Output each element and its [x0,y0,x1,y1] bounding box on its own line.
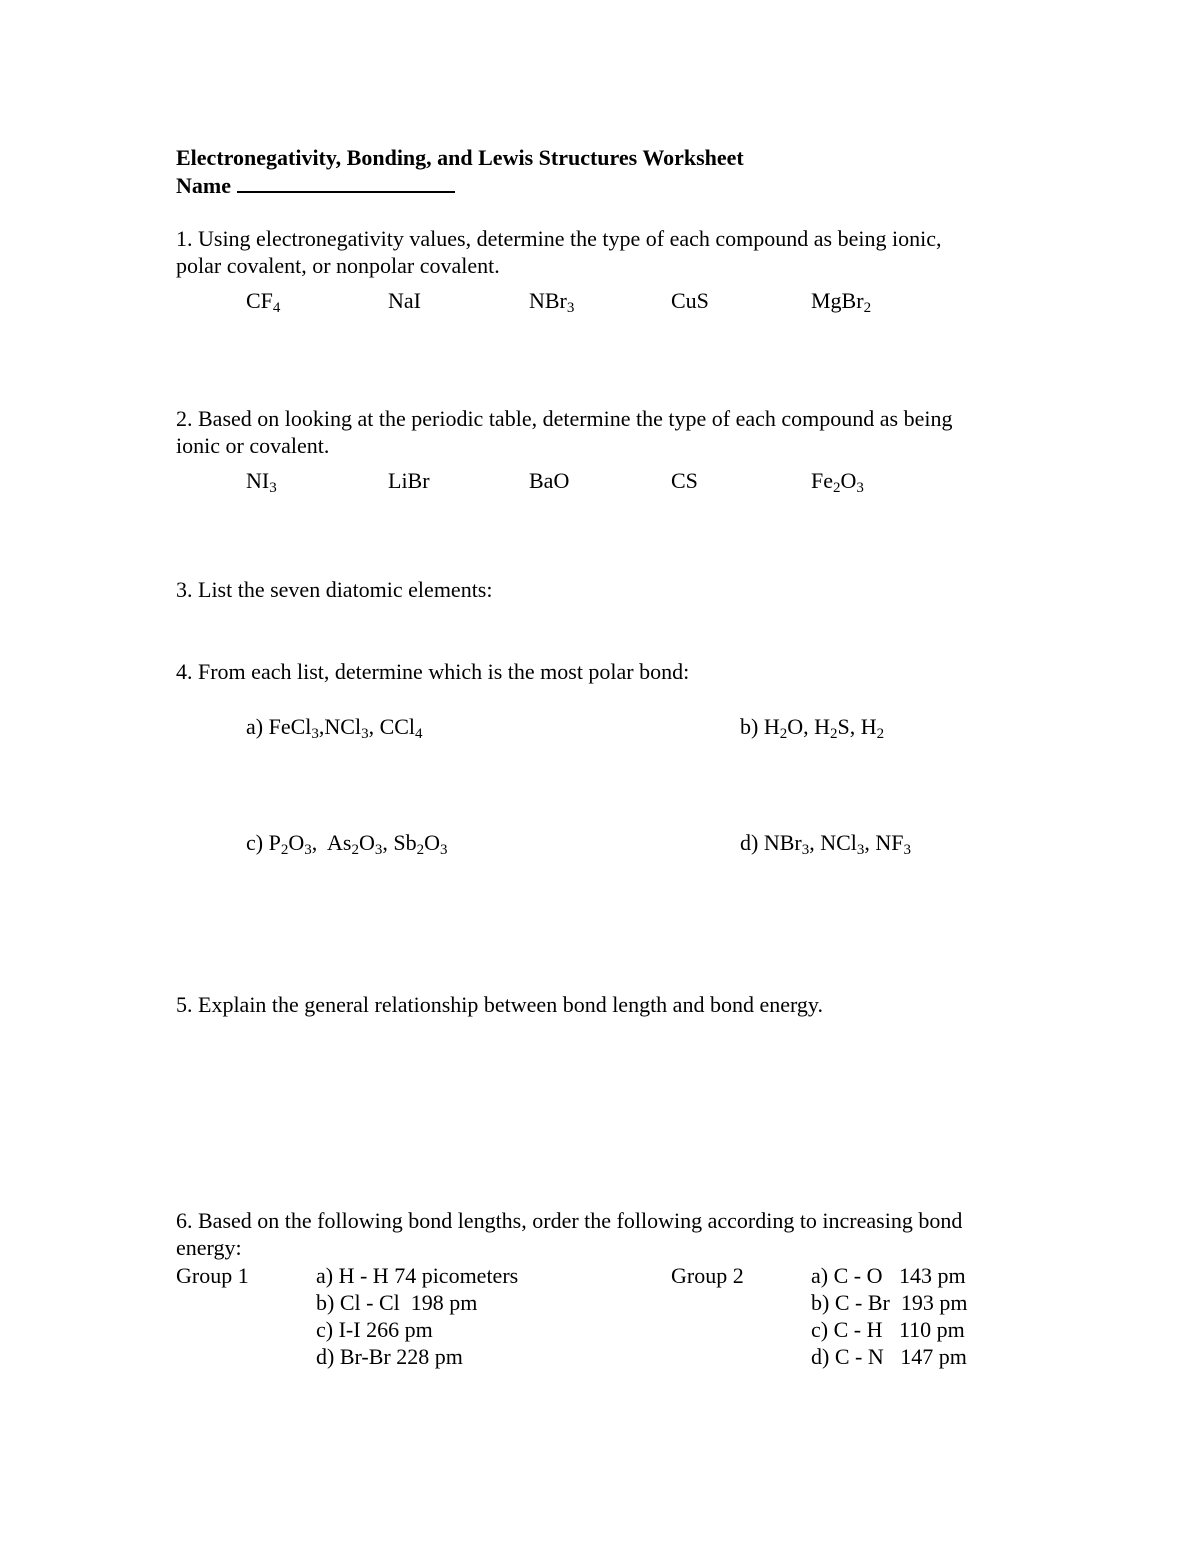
q2-compound: $Fe_2O_3$ [811,468,864,496]
q1-text-line1: 1. Using electronegativity values, determine the type of each compound as being ionic, [176,226,942,251]
q6-group1-item: a) H - H 74 picometers [316,1263,519,1288]
q6-group2-item: a) C - O 143 pm [811,1263,966,1288]
q4-option-c: c) $P_2O_3$, $As_2O_3$, $Sb_2O_3$ [246,830,448,858]
q1-text-line2: polar covalent, or nonpolar covalent. [176,253,500,278]
q1-compound: NaI [388,288,421,313]
q6-group2-label: Group 2 [671,1263,744,1288]
q4-option-b: b) $H_2O$, $H_2S$, $H_2$ [740,714,885,742]
q5-text: 5. Explain the general relationship between bond length and bond energy. [176,992,823,1017]
q2-compound: LiBr [388,468,430,493]
name-label: Name [176,173,231,198]
q4-text: 4. From each list, determine which is the most polar bond: [176,659,690,684]
q6-group1-label: Group 1 [176,1263,249,1288]
q2-text-line2: ionic or covalent. [176,433,330,458]
q4-option-a: a) FeCl$_3$,NCl$_3$, CCl$_4$ [246,714,423,742]
q6-group1-item: b) Cl - Cl 198 pm [316,1290,478,1315]
q3-text: 3. List the seven diatomic elements: [176,577,493,602]
page-title: Electronegativity, Bonding, and Lewis Structures Worksheet [176,145,744,170]
q6-group1-item: d) Br-Br 228 pm [316,1344,463,1369]
q4-option-d: d) NBr$_3$, NCl$_3$, $NF_3$ [740,830,912,858]
q1-compound: MgBr$_2$ [811,288,872,316]
q2-compound: CS [671,468,698,493]
q6-text-line1: 6. Based on the following bond lengths, order the following according to increasing bond [176,1208,963,1233]
q6-group1-item: c) I-I 266 pm [316,1317,433,1342]
name-field [176,171,455,199]
q1-compound: CuS [671,288,709,313]
q6-group2-item: b) C - Br 193 pm [811,1290,968,1315]
q2-text-line1: 2. Based on looking at the periodic table, determine the type of each compound as being [176,406,953,431]
q1-compound: NBr$_3$ [529,288,575,316]
q6-group2-item: c) C - H 110 pm [811,1317,965,1342]
q2-compound: BaO [529,468,570,493]
name-blank-line [237,171,455,193]
q1-compound: $CF_4$ [246,288,281,316]
q6-group2-item: d) C - N 147 pm [811,1344,967,1369]
q6-text-line2: energy: [176,1235,242,1260]
q2-compound: $NI_3$ [246,468,277,496]
